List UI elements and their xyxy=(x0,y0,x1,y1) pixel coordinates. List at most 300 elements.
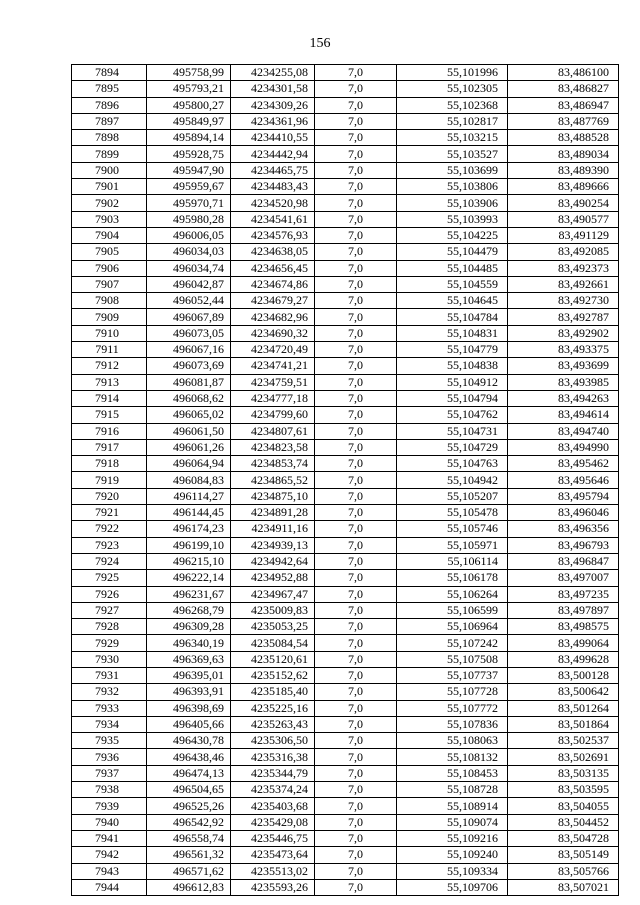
point-number-cell: 7915 xyxy=(72,407,147,423)
latitude-cell: 55,105971 xyxy=(397,537,508,553)
x-coordinate-cell: 496199,10 xyxy=(147,537,231,553)
longitude-cell: 83,501264 xyxy=(508,700,619,716)
value-cell: 7,0 xyxy=(315,162,397,178)
table-row xyxy=(72,81,619,97)
latitude-cell: 55,103993 xyxy=(397,211,508,227)
point-number-cell: 7899 xyxy=(72,146,147,162)
table-row xyxy=(72,65,619,81)
x-coordinate-cell: 496309,28 xyxy=(147,619,231,635)
longitude-cell: 83,495794 xyxy=(508,488,619,504)
y-coordinate-cell: 4234682,96 xyxy=(231,309,315,325)
point-number-cell: 7940 xyxy=(72,814,147,830)
point-number-cell: 7920 xyxy=(72,488,147,504)
point-number-cell: 7897 xyxy=(72,113,147,129)
value-cell: 7,0 xyxy=(315,97,397,113)
longitude-cell: 83,486827 xyxy=(508,81,619,97)
table-row xyxy=(72,733,619,749)
longitude-cell: 83,496356 xyxy=(508,521,619,537)
point-number-cell: 7923 xyxy=(72,537,147,553)
x-coordinate-cell: 496067,16 xyxy=(147,342,231,358)
longitude-cell: 83,496046 xyxy=(508,505,619,521)
point-number-cell: 7913 xyxy=(72,374,147,390)
longitude-cell: 83,488528 xyxy=(508,130,619,146)
point-number-cell: 7935 xyxy=(72,733,147,749)
value-cell: 7,0 xyxy=(315,472,397,488)
y-coordinate-cell: 4234853,74 xyxy=(231,456,315,472)
coordinates-table-body xyxy=(72,65,619,896)
latitude-cell: 55,104225 xyxy=(397,227,508,243)
value-cell: 7,0 xyxy=(315,553,397,569)
table-row xyxy=(72,635,619,651)
table-row xyxy=(72,749,619,765)
table-row xyxy=(72,765,619,781)
point-number-cell: 7903 xyxy=(72,211,147,227)
latitude-cell: 55,104831 xyxy=(397,325,508,341)
point-number-cell: 7900 xyxy=(72,162,147,178)
x-coordinate-cell: 496558,74 xyxy=(147,830,231,846)
table-row xyxy=(72,619,619,635)
latitude-cell: 55,109334 xyxy=(397,863,508,879)
y-coordinate-cell: 4234967,47 xyxy=(231,586,315,602)
latitude-cell: 55,107772 xyxy=(397,700,508,716)
y-coordinate-cell: 4234301,58 xyxy=(231,81,315,97)
point-number-cell: 7937 xyxy=(72,765,147,781)
table-row xyxy=(72,276,619,292)
latitude-cell: 55,104912 xyxy=(397,374,508,390)
x-coordinate-cell: 496215,10 xyxy=(147,553,231,569)
longitude-cell: 83,489666 xyxy=(508,179,619,195)
latitude-cell: 55,103215 xyxy=(397,130,508,146)
table-row xyxy=(72,830,619,846)
y-coordinate-cell: 4234483,43 xyxy=(231,179,315,195)
x-coordinate-cell: 496504,65 xyxy=(147,782,231,798)
value-cell: 7,0 xyxy=(315,65,397,81)
table-row xyxy=(72,293,619,309)
table-row xyxy=(72,260,619,276)
x-coordinate-cell: 496067,89 xyxy=(147,309,231,325)
longitude-cell: 83,492730 xyxy=(508,293,619,309)
value-cell: 7,0 xyxy=(315,488,397,504)
table-row xyxy=(72,162,619,178)
value-cell: 7,0 xyxy=(315,733,397,749)
latitude-cell: 55,104645 xyxy=(397,293,508,309)
y-coordinate-cell: 4234875,10 xyxy=(231,488,315,504)
y-coordinate-cell: 4234442,94 xyxy=(231,146,315,162)
x-coordinate-cell: 495959,67 xyxy=(147,179,231,195)
longitude-cell: 83,492085 xyxy=(508,244,619,260)
longitude-cell: 83,505149 xyxy=(508,847,619,863)
x-coordinate-cell: 496525,26 xyxy=(147,798,231,814)
point-number-cell: 7936 xyxy=(72,749,147,765)
table-row xyxy=(72,423,619,439)
longitude-cell: 83,503135 xyxy=(508,765,619,781)
table-row xyxy=(72,195,619,211)
point-number-cell: 7904 xyxy=(72,227,147,243)
point-number-cell: 7912 xyxy=(72,358,147,374)
x-coordinate-cell: 495928,75 xyxy=(147,146,231,162)
x-coordinate-cell: 496084,83 xyxy=(147,472,231,488)
longitude-cell: 83,486100 xyxy=(508,65,619,81)
value-cell: 7,0 xyxy=(315,782,397,798)
table-row xyxy=(72,407,619,423)
longitude-cell: 83,491129 xyxy=(508,227,619,243)
latitude-cell: 55,109074 xyxy=(397,814,508,830)
point-number-cell: 7902 xyxy=(72,195,147,211)
longitude-cell: 83,502691 xyxy=(508,749,619,765)
point-number-cell: 7933 xyxy=(72,700,147,716)
latitude-cell: 55,106264 xyxy=(397,586,508,602)
table-row xyxy=(72,211,619,227)
value-cell: 7,0 xyxy=(315,847,397,863)
value-cell: 7,0 xyxy=(315,81,397,97)
table-row xyxy=(72,358,619,374)
longitude-cell: 83,497007 xyxy=(508,570,619,586)
point-number-cell: 7928 xyxy=(72,619,147,635)
value-cell: 7,0 xyxy=(315,700,397,716)
value-cell: 7,0 xyxy=(315,798,397,814)
table-row xyxy=(72,439,619,455)
value-cell: 7,0 xyxy=(315,505,397,521)
point-number-cell: 7916 xyxy=(72,423,147,439)
longitude-cell: 83,492661 xyxy=(508,276,619,292)
latitude-cell: 55,104838 xyxy=(397,358,508,374)
latitude-cell: 55,107508 xyxy=(397,651,508,667)
latitude-cell: 55,104762 xyxy=(397,407,508,423)
table-row xyxy=(72,179,619,195)
x-coordinate-cell: 495947,90 xyxy=(147,162,231,178)
longitude-cell: 83,492373 xyxy=(508,260,619,276)
y-coordinate-cell: 4234690,32 xyxy=(231,325,315,341)
longitude-cell: 83,492787 xyxy=(508,309,619,325)
latitude-cell: 55,104729 xyxy=(397,439,508,455)
point-number-cell: 7909 xyxy=(72,309,147,325)
x-coordinate-cell: 496064,94 xyxy=(147,456,231,472)
table-row xyxy=(72,798,619,814)
point-number-cell: 7910 xyxy=(72,325,147,341)
value-cell: 7,0 xyxy=(315,765,397,781)
latitude-cell: 55,104763 xyxy=(397,456,508,472)
x-coordinate-cell: 496042,87 xyxy=(147,276,231,292)
latitude-cell: 55,108063 xyxy=(397,733,508,749)
point-number-cell: 7942 xyxy=(72,847,147,863)
latitude-cell: 55,108914 xyxy=(397,798,508,814)
table-row xyxy=(72,782,619,798)
y-coordinate-cell: 4234942,64 xyxy=(231,553,315,569)
longitude-cell: 83,503595 xyxy=(508,782,619,798)
y-coordinate-cell: 4234720,49 xyxy=(231,342,315,358)
value-cell: 7,0 xyxy=(315,537,397,553)
y-coordinate-cell: 4235263,43 xyxy=(231,716,315,732)
table-row xyxy=(72,570,619,586)
latitude-cell: 55,109706 xyxy=(397,879,508,895)
latitude-cell: 55,104479 xyxy=(397,244,508,260)
y-coordinate-cell: 4234799,60 xyxy=(231,407,315,423)
latitude-cell: 55,102817 xyxy=(397,113,508,129)
value-cell: 7,0 xyxy=(315,407,397,423)
value-cell: 7,0 xyxy=(315,716,397,732)
latitude-cell: 55,105207 xyxy=(397,488,508,504)
y-coordinate-cell: 4235446,75 xyxy=(231,830,315,846)
longitude-cell: 83,493699 xyxy=(508,358,619,374)
x-coordinate-cell: 495849,97 xyxy=(147,113,231,129)
x-coordinate-cell: 496068,62 xyxy=(147,390,231,406)
x-coordinate-cell: 496405,66 xyxy=(147,716,231,732)
y-coordinate-cell: 4234410,55 xyxy=(231,130,315,146)
value-cell: 7,0 xyxy=(315,358,397,374)
y-coordinate-cell: 4234638,05 xyxy=(231,244,315,260)
table-row xyxy=(72,847,619,863)
longitude-cell: 83,494614 xyxy=(508,407,619,423)
latitude-cell: 55,108132 xyxy=(397,749,508,765)
y-coordinate-cell: 4234541,61 xyxy=(231,211,315,227)
y-coordinate-cell: 4234361,96 xyxy=(231,113,315,129)
value-cell: 7,0 xyxy=(315,570,397,586)
y-coordinate-cell: 4234656,45 xyxy=(231,260,315,276)
point-number-cell: 7925 xyxy=(72,570,147,586)
longitude-cell: 83,495646 xyxy=(508,472,619,488)
table-row xyxy=(72,651,619,667)
value-cell: 7,0 xyxy=(315,863,397,879)
y-coordinate-cell: 4235316,38 xyxy=(231,749,315,765)
x-coordinate-cell: 496395,01 xyxy=(147,667,231,683)
latitude-cell: 55,109240 xyxy=(397,847,508,863)
y-coordinate-cell: 4234679,27 xyxy=(231,293,315,309)
latitude-cell: 55,106178 xyxy=(397,570,508,586)
value-cell: 7,0 xyxy=(315,195,397,211)
y-coordinate-cell: 4234939,13 xyxy=(231,537,315,553)
point-number-cell: 7934 xyxy=(72,716,147,732)
y-coordinate-cell: 4234865,52 xyxy=(231,472,315,488)
y-coordinate-cell: 4235084,54 xyxy=(231,635,315,651)
longitude-cell: 83,494990 xyxy=(508,439,619,455)
latitude-cell: 55,107242 xyxy=(397,635,508,651)
point-number-cell: 7922 xyxy=(72,521,147,537)
value-cell: 7,0 xyxy=(315,276,397,292)
y-coordinate-cell: 4234741,21 xyxy=(231,358,315,374)
point-number-cell: 7901 xyxy=(72,179,147,195)
x-coordinate-cell: 496144,45 xyxy=(147,505,231,521)
table-row xyxy=(72,602,619,618)
value-cell: 7,0 xyxy=(315,521,397,537)
table-row xyxy=(72,97,619,113)
longitude-cell: 83,490577 xyxy=(508,211,619,227)
x-coordinate-cell: 496034,74 xyxy=(147,260,231,276)
value-cell: 7,0 xyxy=(315,309,397,325)
coordinates-table xyxy=(71,64,619,896)
longitude-cell: 83,493985 xyxy=(508,374,619,390)
table-row xyxy=(72,505,619,521)
table-row xyxy=(72,863,619,879)
value-cell: 7,0 xyxy=(315,456,397,472)
longitude-cell: 83,496793 xyxy=(508,537,619,553)
table-row xyxy=(72,130,619,146)
point-number-cell: 7898 xyxy=(72,130,147,146)
value-cell: 7,0 xyxy=(315,374,397,390)
table-row xyxy=(72,488,619,504)
y-coordinate-cell: 4234891,28 xyxy=(231,505,315,521)
latitude-cell: 55,103906 xyxy=(397,195,508,211)
x-coordinate-cell: 496430,78 xyxy=(147,733,231,749)
x-coordinate-cell: 496114,27 xyxy=(147,488,231,504)
value-cell: 7,0 xyxy=(315,439,397,455)
value-cell: 7,0 xyxy=(315,602,397,618)
x-coordinate-cell: 496073,05 xyxy=(147,325,231,341)
longitude-cell: 83,500128 xyxy=(508,667,619,683)
y-coordinate-cell: 4234576,93 xyxy=(231,227,315,243)
x-coordinate-cell: 496268,79 xyxy=(147,602,231,618)
longitude-cell: 83,495462 xyxy=(508,456,619,472)
x-coordinate-cell: 496034,03 xyxy=(147,244,231,260)
point-number-cell: 7927 xyxy=(72,602,147,618)
table-row xyxy=(72,716,619,732)
latitude-cell: 55,109216 xyxy=(397,830,508,846)
latitude-cell: 55,105746 xyxy=(397,521,508,537)
table-row xyxy=(72,553,619,569)
point-number-cell: 7941 xyxy=(72,830,147,846)
value-cell: 7,0 xyxy=(315,227,397,243)
latitude-cell: 55,106599 xyxy=(397,602,508,618)
x-coordinate-cell: 495980,28 xyxy=(147,211,231,227)
x-coordinate-cell: 495793,21 xyxy=(147,81,231,97)
point-number-cell: 7943 xyxy=(72,863,147,879)
longitude-cell: 83,505766 xyxy=(508,863,619,879)
y-coordinate-cell: 4234759,51 xyxy=(231,374,315,390)
point-number-cell: 7905 xyxy=(72,244,147,260)
y-coordinate-cell: 4235225,16 xyxy=(231,700,315,716)
value-cell: 7,0 xyxy=(315,113,397,129)
y-coordinate-cell: 4235185,40 xyxy=(231,684,315,700)
longitude-cell: 83,504452 xyxy=(508,814,619,830)
longitude-cell: 83,499628 xyxy=(508,651,619,667)
table-row xyxy=(72,472,619,488)
x-coordinate-cell: 496398,69 xyxy=(147,700,231,716)
longitude-cell: 83,487769 xyxy=(508,113,619,129)
value-cell: 7,0 xyxy=(315,390,397,406)
point-number-cell: 7907 xyxy=(72,276,147,292)
latitude-cell: 55,106964 xyxy=(397,619,508,635)
x-coordinate-cell: 496081,87 xyxy=(147,374,231,390)
latitude-cell: 55,104731 xyxy=(397,423,508,439)
longitude-cell: 83,497897 xyxy=(508,602,619,618)
y-coordinate-cell: 4235344,79 xyxy=(231,765,315,781)
value-cell: 7,0 xyxy=(315,179,397,195)
table-row xyxy=(72,700,619,716)
point-number-cell: 7921 xyxy=(72,505,147,521)
y-coordinate-cell: 4235009,83 xyxy=(231,602,315,618)
page-number: 156 xyxy=(309,36,331,51)
longitude-cell: 83,492902 xyxy=(508,325,619,341)
y-coordinate-cell: 4234952,88 xyxy=(231,570,315,586)
latitude-cell: 55,101996 xyxy=(397,65,508,81)
y-coordinate-cell: 4235306,50 xyxy=(231,733,315,749)
latitude-cell: 55,108453 xyxy=(397,765,508,781)
table-row xyxy=(72,325,619,341)
latitude-cell: 55,103699 xyxy=(397,162,508,178)
longitude-cell: 83,504055 xyxy=(508,798,619,814)
y-coordinate-cell: 4235403,68 xyxy=(231,798,315,814)
y-coordinate-cell: 4235473,64 xyxy=(231,847,315,863)
point-number-cell: 7929 xyxy=(72,635,147,651)
x-coordinate-cell: 496369,63 xyxy=(147,651,231,667)
latitude-cell: 55,104559 xyxy=(397,276,508,292)
table-row xyxy=(72,374,619,390)
point-number-cell: 7931 xyxy=(72,667,147,683)
value-cell: 7,0 xyxy=(315,830,397,846)
table-row xyxy=(72,456,619,472)
y-coordinate-cell: 4234807,61 xyxy=(231,423,315,439)
value-cell: 7,0 xyxy=(315,879,397,895)
value-cell: 7,0 xyxy=(315,260,397,276)
x-coordinate-cell: 496474,13 xyxy=(147,765,231,781)
longitude-cell: 83,486947 xyxy=(508,97,619,113)
value-cell: 7,0 xyxy=(315,586,397,602)
y-coordinate-cell: 4234255,08 xyxy=(231,65,315,81)
longitude-cell: 83,494263 xyxy=(508,390,619,406)
point-number-cell: 7938 xyxy=(72,782,147,798)
value-cell: 7,0 xyxy=(315,814,397,830)
latitude-cell: 55,106114 xyxy=(397,553,508,569)
longitude-cell: 83,497235 xyxy=(508,586,619,602)
value-cell: 7,0 xyxy=(315,635,397,651)
x-coordinate-cell: 496561,32 xyxy=(147,847,231,863)
x-coordinate-cell: 495970,71 xyxy=(147,195,231,211)
latitude-cell: 55,105478 xyxy=(397,505,508,521)
longitude-cell: 83,502537 xyxy=(508,733,619,749)
latitude-cell: 55,104779 xyxy=(397,342,508,358)
table-row xyxy=(72,586,619,602)
y-coordinate-cell: 4235429,08 xyxy=(231,814,315,830)
value-cell: 7,0 xyxy=(315,619,397,635)
longitude-cell: 83,494740 xyxy=(508,423,619,439)
table-row xyxy=(72,113,619,129)
table-row xyxy=(72,390,619,406)
table-row xyxy=(72,814,619,830)
longitude-cell: 83,493375 xyxy=(508,342,619,358)
point-number-cell: 7939 xyxy=(72,798,147,814)
value-cell: 7,0 xyxy=(315,342,397,358)
x-coordinate-cell: 496052,44 xyxy=(147,293,231,309)
longitude-cell: 83,489034 xyxy=(508,146,619,162)
y-coordinate-cell: 4234674,86 xyxy=(231,276,315,292)
table-row xyxy=(72,879,619,895)
y-coordinate-cell: 4234911,16 xyxy=(231,521,315,537)
point-number-cell: 7944 xyxy=(72,879,147,895)
latitude-cell: 55,104942 xyxy=(397,472,508,488)
longitude-cell: 83,489390 xyxy=(508,162,619,178)
table-row xyxy=(72,342,619,358)
y-coordinate-cell: 4234823,58 xyxy=(231,439,315,455)
y-coordinate-cell: 4234465,75 xyxy=(231,162,315,178)
value-cell: 7,0 xyxy=(315,244,397,260)
x-coordinate-cell: 496073,69 xyxy=(147,358,231,374)
point-number-cell: 7908 xyxy=(72,293,147,309)
point-number-cell: 7894 xyxy=(72,65,147,81)
longitude-cell: 83,499064 xyxy=(508,635,619,651)
table-row xyxy=(72,667,619,683)
x-coordinate-cell: 496393,91 xyxy=(147,684,231,700)
table-row xyxy=(72,684,619,700)
longitude-cell: 83,507021 xyxy=(508,879,619,895)
longitude-cell: 83,496847 xyxy=(508,553,619,569)
table-row xyxy=(72,521,619,537)
y-coordinate-cell: 4235374,24 xyxy=(231,782,315,798)
x-coordinate-cell: 496065,02 xyxy=(147,407,231,423)
latitude-cell: 55,103527 xyxy=(397,146,508,162)
x-coordinate-cell: 496222,14 xyxy=(147,570,231,586)
table-row xyxy=(72,244,619,260)
x-coordinate-cell: 496612,83 xyxy=(147,879,231,895)
point-number-cell: 7914 xyxy=(72,390,147,406)
